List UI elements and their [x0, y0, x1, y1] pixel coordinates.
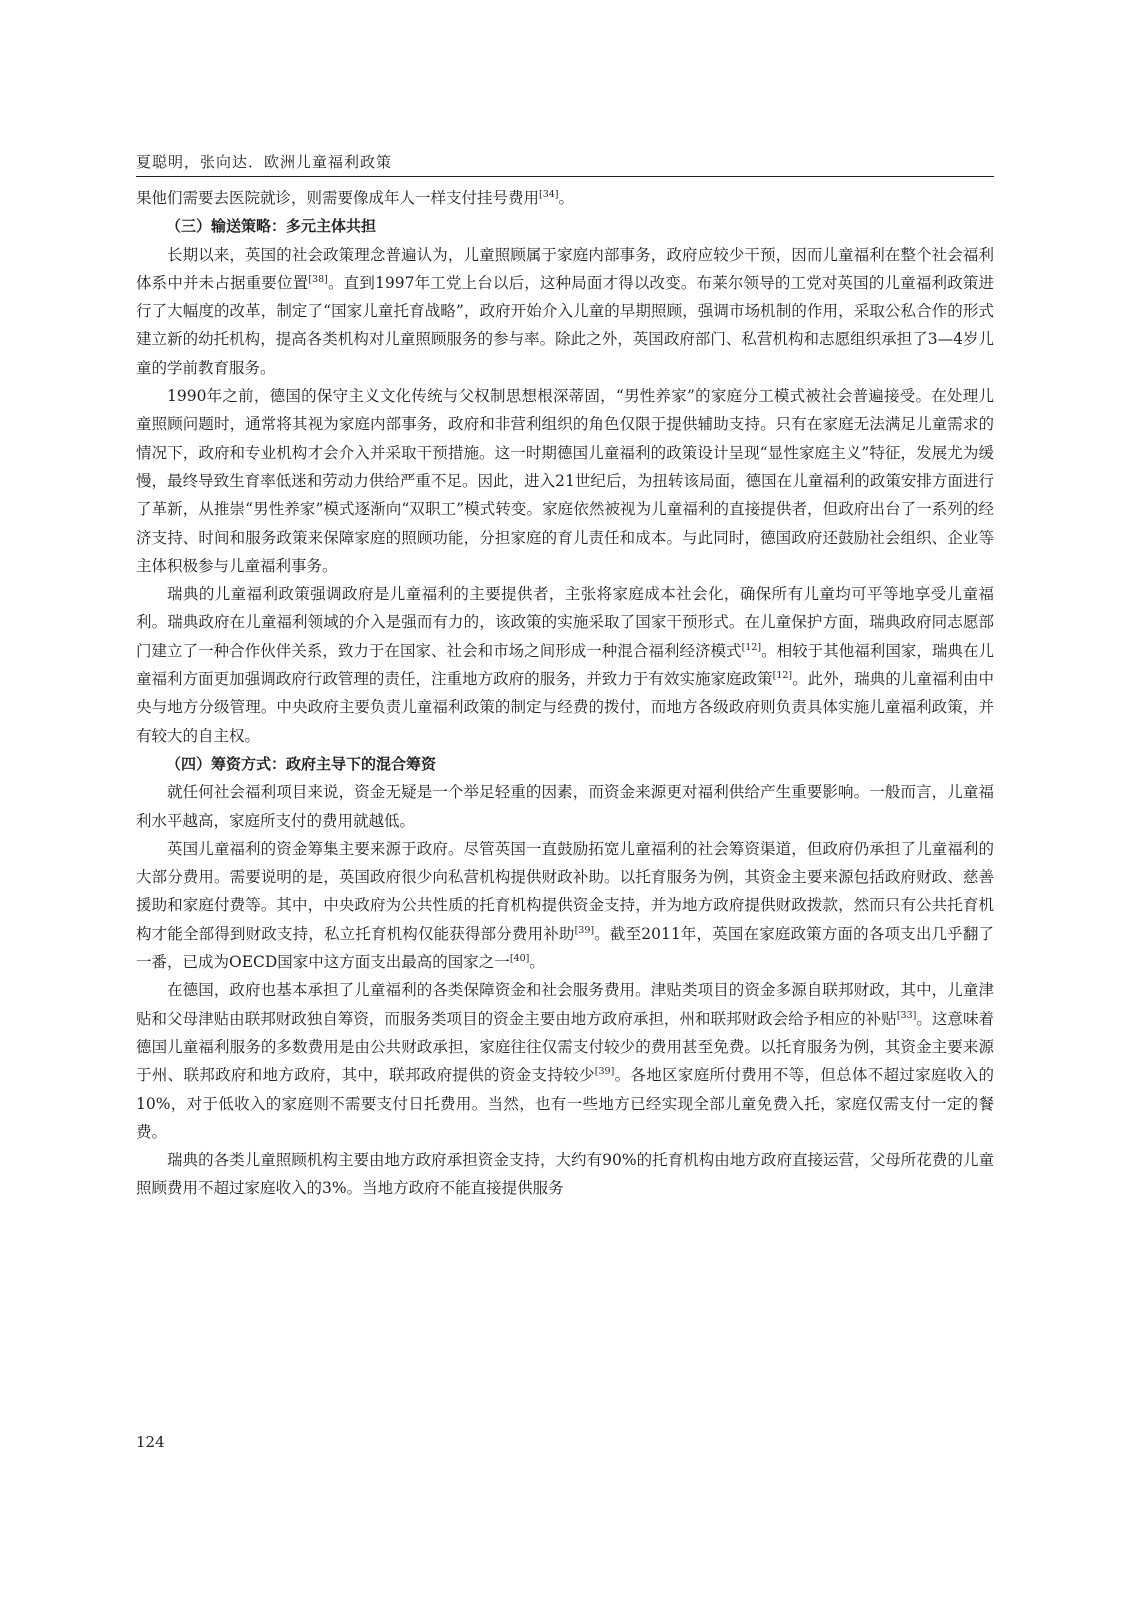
- text-run: 。各地区家庭所付费用不等，但总体不超过家庭收入的10%，对于低收入的家庭则不需要支付日托费用。当然，也有一些地方已经实现全部儿童免费入托，家庭仅需支付一定的餐费。: [136, 1066, 994, 1141]
- section-heading-three: （三）输送策略：多元主体共担: [166, 217, 377, 236]
- page-number: 124: [136, 1433, 165, 1451]
- article-body: [136, 184, 994, 1203]
- running-head: 夏聪明，张向达．欧洲儿童福利政策: [136, 151, 994, 177]
- citation-marker: [40]: [509, 953, 530, 965]
- citation-marker: [12]: [772, 670, 793, 682]
- text-run: 果他们需要去医院就诊，则需要像成年人一样支付挂号费用: [136, 189, 540, 207]
- paragraph: 就任何社会福利项目来说，资金无疑是一个举足轻重的因素，而资金来源更对福利供给产生重要影响。一般而言，儿童福利水平越高，家庭所支付的费用就越低。: [136, 783, 994, 830]
- text-run: 。这意味着德国儿童福利服务的多数费用是由公共财政承担，家庭往往仅需支付较少的费用甚至免费。以托育服务为例，其资金主要来源于州、联邦政府和地方政府，其中，联邦政府提供的资金支持较少: [136, 1009, 994, 1085]
- text-run: 。: [558, 189, 575, 207]
- text-run: 。: [529, 953, 545, 972]
- text-run: 瑞典的儿童福利政策强调政府是儿童福利的主要提供者，主张将家庭成本社会化，确保所有儿童均可平等地享受儿童福利。瑞典政府在儿童福利领域的介入是强而有力的，该政策的实施采取了国家干预形式。在儿童保护方面，瑞典政府同志愿部门建立了一种合作伙伴关系，致力于在国家、社会和市场之间形成一种混合福利经济模式: [136, 585, 994, 660]
- paragraph: [136, 976, 994, 1146]
- citation-marker: [38]: [308, 273, 328, 285]
- text-run: 英国儿童福利的资金筹集主要来源于政府。尽管英国一直鼓励拓宽儿童福利的社会筹资渠道，但政府仍承担了儿童福利的大部分费用。需要说明的是，英国政府很少向私营机构提供财政补助。以托育服务为例，其资金主要来源包括政府财政、慈善援助和家庭付费等。其中，中央政府为公共性质的托育机构提供资金支持，并为地方政府提供财政拨款，然而只有公共托育机构才能全部得到财政支持，私立托育机构仅能获得部分费用补助: [136, 839, 994, 943]
- citation-marker: [12]: [741, 641, 762, 653]
- text-run: 长期以来，英国的社会政策理念普遍认为，儿童照顾属于家庭内部事务，政府应较少干预，因而儿童福利在整个社会福利体系中并未占据重要位置: [136, 245, 994, 292]
- text-run: 。此外，瑞典的儿童福利由中央与地方分级管理。中央政府主要负责儿童福利政策的制定与经费的拨付，而地方各级政府则负责具体实施儿童福利政策，并有较大的自主权。: [136, 670, 994, 745]
- paragraph-continued: [136, 184, 994, 212]
- paragraph: 瑞典的各类儿童照顾机构主要由地方政府承担资金支持，大约有90%的托育机构由地方政府直接运营，父母所花费的儿童照顾费用不超过家庭收入的3%。当地方政府不能直接提供服务: [136, 1151, 994, 1198]
- paragraph: [136, 835, 994, 976]
- text-run: 在德国，政府也基本承担了儿童福利的各类保障资金和社会服务费用。津贴类项目的资金多源自联邦财政，其中，儿童津贴和父母津贴由联邦财政独自筹资，而服务类项目的资金主要由地方政府承担，州和联邦财政会给予相应的补贴: [136, 981, 994, 1028]
- text-run: 。相较于其他福利国家，瑞典在儿童福利方面更加强调政府行政管理的责任，注重地方政府的服务，并致力于有效实施家庭政策: [136, 641, 994, 689]
- text-run: 。直到1997年工党上台以后，这种局面才得以改变。布莱尔领导的工党对英国的儿童福利政策进行了大幅度的改革，制定了“国家儿童托育战略”，政府开始介入儿童的早期照顾，强调市场机制的作用，采取公私合作的形式建立新的幼托机构，提高各类机构对儿童照顾服务的参与率。除此之外，英国政府部门、私营机构和志愿组织承担了3—4岁儿童的学前教育服务。: [136, 273, 994, 377]
- citation-marker: [34]: [539, 189, 559, 200]
- paragraph: [136, 241, 994, 382]
- paragraph: [136, 580, 994, 750]
- section-heading-four: （四）筹资方式：政府主导下的混合筹资: [166, 754, 437, 773]
- paragraph: 1990年之前，德国的保守主义文化传统与父权制思想根深蒂固，“男性养家”的家庭分工模式被社会普遍接受。在处理儿童照顾问题时，通常将其视为家庭内部事务，政府和非营利组织的角色仅限于提供辅助支持。只有在家庭无法满足儿童需求的情况下，政府和专业机构才会介入并采取干预措施。这一时期德国儿童福利的政策设计呈现“显性家庭主义”特征，发展尤为缓慢，最终导致生育率低迷和劳动力供给严重不足。因此，进入21世纪后，为扭转该局面，德国在儿童福利的政策安排方面进行了革新，从推崇“男性养家”模式逐渐向“双职工”模式转变。家庭依然被视为儿童福利的直接提供者，但政府出台了一系列的经济支持、时间和服务政策来保障家庭的照顾功能，分担家庭的育儿责任和成本。与此同时，德国政府还鼓励社会组织、企业等主体积极参与儿童福利事务。: [136, 387, 994, 575]
- text-run: 。截至2011年，英国在家庭政策方面的各项支出几乎翻了一番，已成为OECD国家中这方面支出最高的国家之一: [136, 924, 994, 972]
- citation-marker: [39]: [574, 924, 595, 936]
- citation-marker: [39]: [594, 1066, 615, 1078]
- citation-marker: [33]: [896, 1009, 917, 1021]
